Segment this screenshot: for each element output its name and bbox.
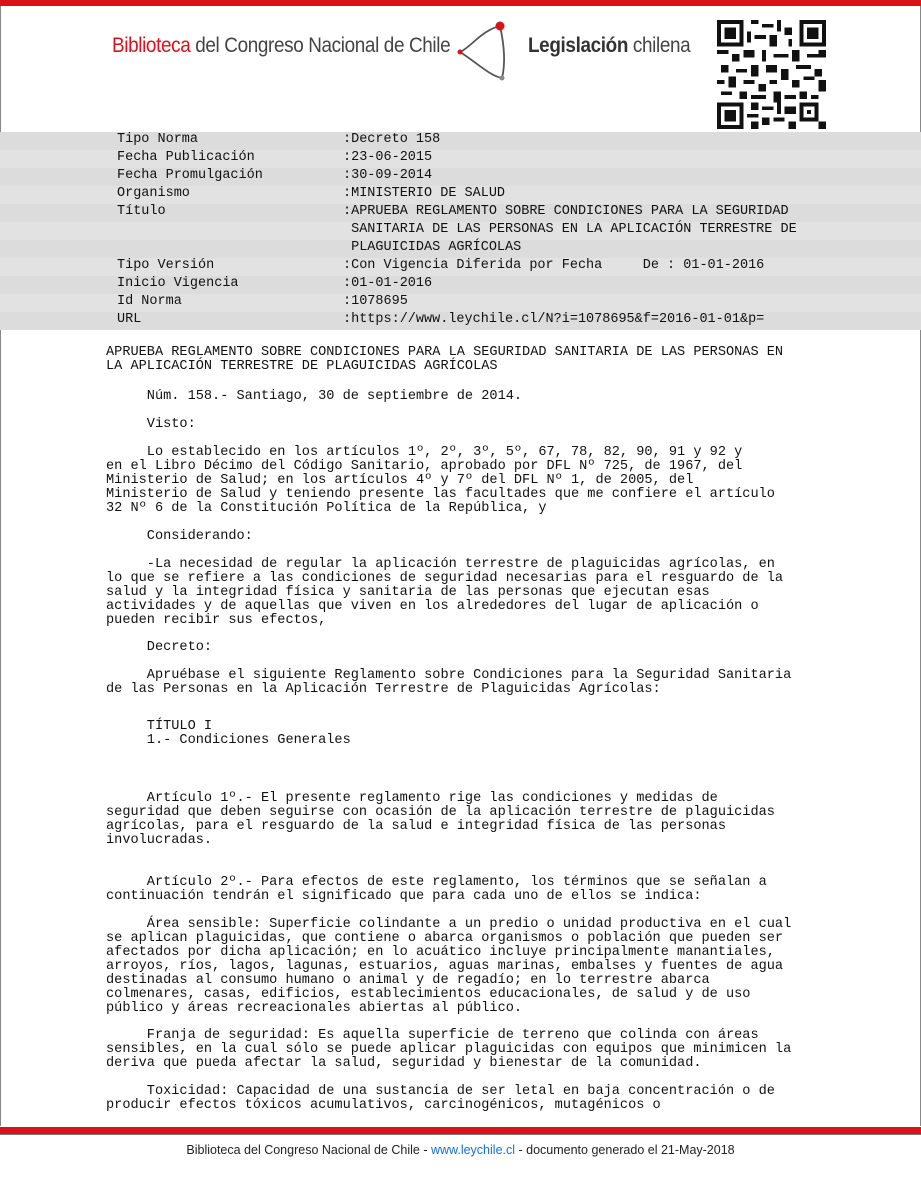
metadata-row [0, 186, 921, 204]
text-line: -La necesidad de regular la aplicación terrestre de plaguicidas agrícolas, en [106, 557, 775, 572]
text-line: se aplican plaguicidas, que contiene o abarca organismos o población que pueden ser [106, 931, 784, 946]
visto-heading [106, 418, 196, 432]
article-2-paragraph [106, 876, 767, 904]
legislacion-brand: Legislación chilena [528, 34, 691, 57]
metadata-value: :01-01-2016 [343, 276, 433, 291]
footer-red-bar [0, 1127, 921, 1134]
qr-code-icon [717, 20, 826, 129]
norma-metadata-table [0, 132, 921, 330]
text-line: TÍTULO I [106, 719, 213, 734]
metadata-value: :30-09-2014 [343, 168, 433, 183]
metadata-row [0, 168, 921, 186]
metadata-value: :Con Vigencia Diferida por Fecha De : 01-01-2016 [343, 258, 765, 273]
text-line: pueden recibir sus efectos, [106, 613, 327, 628]
text-line: producir efectos tóxicos acumulativos, carcinogénicos, mutagénicos o [106, 1098, 661, 1113]
page-footer [0, 1143, 921, 1157]
metadata-row [0, 276, 921, 294]
bcn-logo-icon [452, 18, 522, 88]
text-line: seguridad que deben seguirse con ocasión de la aplicación terrestre de plaguicidas [106, 805, 775, 820]
title-section-heading [106, 720, 351, 748]
footer-prefix: Biblioteca del Congreso Nacional de Chile - [186, 1143, 431, 1157]
text-line: en el Libro Décimo del Código Sanitario, aprobado por DFL Nº 725, de 1967, del [106, 459, 743, 474]
text-line: Toxicidad: Capacidad de una sustancia de ser letal en baja concentración o de [106, 1084, 775, 1099]
text-line: Artículo 1º.- El presente reglamento rige las condiciones y medidas de [106, 791, 718, 806]
area-sensible-definition [106, 918, 791, 1016]
metadata-row [0, 150, 921, 168]
metadata-row [0, 312, 921, 330]
franja-seguridad-definition [106, 1029, 791, 1071]
metadata-row [0, 294, 921, 312]
text-line: Lo establecido en los artículos 1º, 2º, 3º, 5º, 67, 78, 82, 90, 91 y 92 y [106, 445, 743, 460]
metadata-value: :APRUEBA REGLAMENTO SOBRE CONDICIONES PARA LA SEGURIDAD [343, 204, 789, 219]
metadata-row [0, 222, 921, 240]
metadata-label: Organismo [117, 186, 190, 201]
metadata-value: :1078695 [343, 294, 408, 309]
article-1-paragraph [106, 792, 775, 848]
metadata-label: Tipo Versión [117, 258, 215, 273]
text-line: 32 Nº 6 de la Constitución Política de la República, y [106, 501, 547, 516]
footer-suffix: - documento generado el 21-May-2018 [515, 1143, 735, 1157]
metadata-label: Id Norma [117, 294, 182, 309]
metadata-value: :MINISTERIO DE SALUD [343, 186, 506, 201]
metadata-label: Fecha Promulgación [117, 168, 263, 183]
text-line: Visto: [106, 417, 196, 432]
text-line: Decreto: [106, 640, 213, 655]
visto-paragraph [106, 446, 775, 516]
toxicidad-definition [106, 1085, 775, 1113]
metadata-value: SANITARIA DE LAS PERSONAS EN LA APLICACIÓN TERRESTRE DE [343, 222, 797, 237]
text-line: colmenares, casas, edificios, establecimientos educacionales, de salud y de uso [106, 987, 751, 1002]
considerando-heading [106, 530, 253, 544]
text-line: sensibles, en la cual sólo se puede aplicar plaguicidas con equipos que minimicen la [106, 1042, 792, 1057]
text-line: agrícolas, para el resguardo de la salud e integridad física de las personas [106, 819, 726, 834]
text-line: afectados por dicha aplicación; en lo acuático incluye principalmente manantiales, [106, 945, 775, 960]
text-line: Núm. 158.- Santiago, 30 de septiembre de 2014. [106, 389, 523, 404]
text-line: lo que se refiere a las condiciones de seguridad necesarias para el resguardo de la [106, 571, 784, 586]
document-title [106, 346, 783, 374]
footer-divider [0, 1134, 921, 1135]
text-line: Ministerio de Salud; en los artículos 4º y 7º del DFL Nº 1, de 2005, del [106, 473, 694, 488]
text-line: público y áreas recreacionales abiertas al público. [106, 1001, 523, 1016]
text-line: de las Personas en la Aplicación Terrestre de Plaguicidas Agrícolas: [106, 682, 661, 697]
decreto-heading [106, 641, 212, 655]
approval-paragraph [106, 669, 791, 697]
metadata-value: :https://www.leychile.cl/N?i=1078695&f=2016-01-01&p= [343, 312, 765, 327]
metadata-label: URL [117, 312, 142, 327]
text-line: Considerando: [106, 529, 253, 544]
text-line: deriva que pueda afectar la salud, seguridad y bienestar de la comunidad. [106, 1056, 702, 1071]
text-line: salud y la integridad física y sanitaria de las personas que ejecutan esas [106, 585, 710, 600]
text-line: actividades y de aquellas que viven en los alrededores del lugar de aplicación o [106, 599, 759, 614]
text-line: APRUEBA REGLAMENTO SOBRE CONDICIONES PARA LA SEGURIDAD SANITARIA DE LAS PERSONAS EN [106, 345, 784, 360]
metadata-row [0, 258, 921, 276]
bcn-brand: Biblioteca del Congreso Nacional de Chile [112, 34, 451, 57]
text-line: Ministerio de Salud y teniendo presente las facultades que me confiere el artículo [106, 487, 775, 502]
metadata-value: :23-06-2015 [343, 150, 433, 165]
text-line: Artículo 2º.- Para efectos de este reglamento, los términos que se señalan a [106, 875, 767, 890]
text-line: destinadas al consumo humano o animal y de regadío; en lo terrestre abarca [106, 973, 710, 988]
metadata-row [0, 204, 921, 222]
text-line: continuación tendrán el significado que para cada uno de ellos se indica: [106, 889, 702, 904]
metadata-value: PLAGUICIDAS AGRÍCOLAS [343, 240, 522, 255]
metadata-row [0, 240, 921, 258]
text-line: Área sensible: Superficie colindante a un predio o unidad productiva en el cual [106, 917, 792, 932]
text-line: arroyos, ríos, lagos, lagunas, estuarios, aguas marinas, embalses y fuentes de agua [106, 959, 784, 974]
considerando-paragraph [106, 558, 783, 628]
metadata-row [0, 132, 921, 150]
text-line: Franja de seguridad: Es aquella superficie de terreno que colinda con áreas [106, 1028, 759, 1043]
metadata-label: Tipo Norma [117, 132, 199, 147]
text-line: involucradas. [106, 833, 213, 848]
text-line: 1.- Condiciones Generales [106, 733, 351, 748]
metadata-label: Título [117, 204, 166, 219]
text-line: LA APLICACIÓN TERRESTRE DE PLAGUICIDAS AGRÍCOLAS [106, 359, 498, 374]
leychile-link[interactable]: www.leychile.cl [430, 1143, 516, 1157]
metadata-label: Fecha Publicación [117, 150, 255, 165]
metadata-label: Inicio Vigencia [117, 276, 239, 291]
decree-number-paragraph [106, 390, 522, 404]
text-line: Apruébase el siguiente Reglamento sobre Condiciones para la Seguridad Sanitaria [106, 668, 792, 683]
metadata-value: :Decreto 158 [343, 132, 441, 147]
document-header [0, 6, 921, 130]
